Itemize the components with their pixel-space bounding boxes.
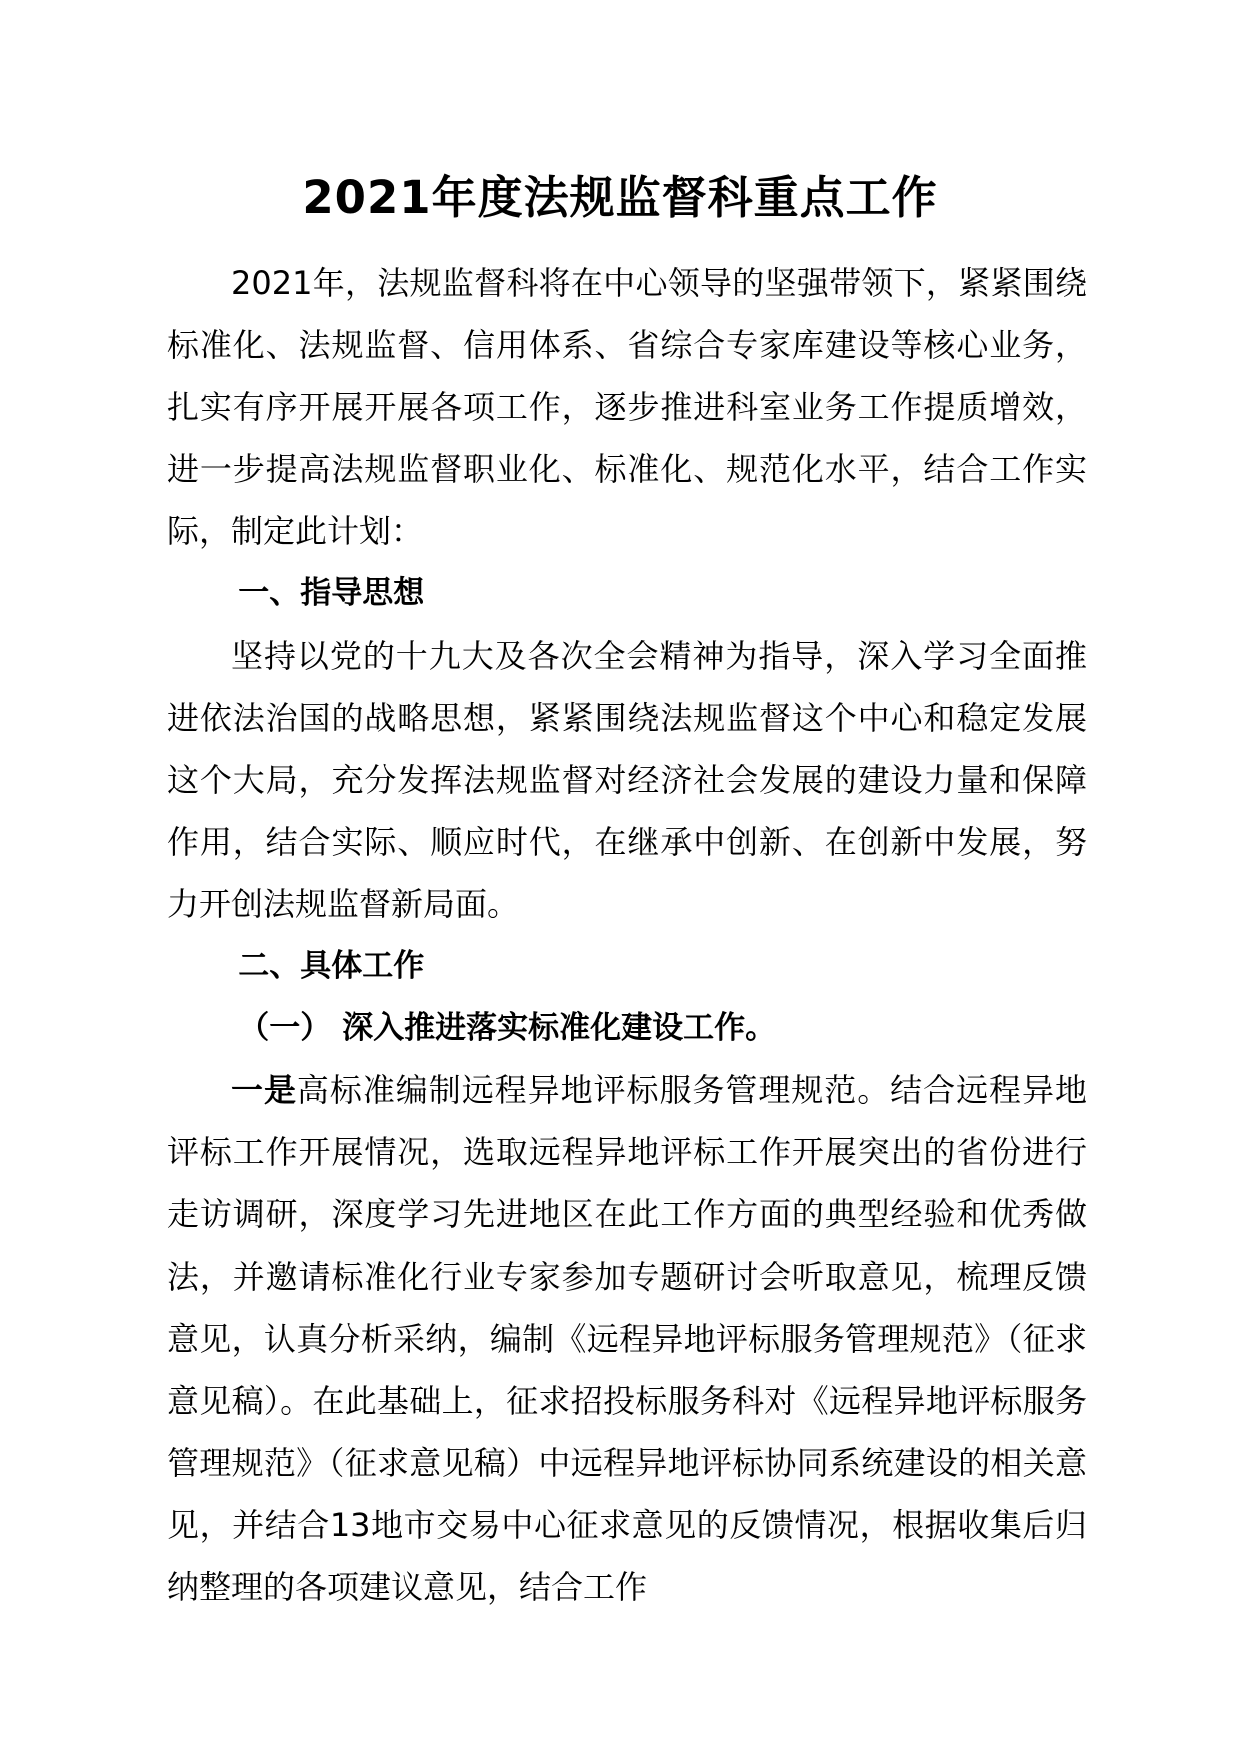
item-one-lead: 一是 <box>231 1071 297 1110</box>
section-heading-specific-work: 二、具体工作 <box>238 948 425 985</box>
intro-paragraph: 2021年，法规监督科将在中心领导的坚强带领下，紧紧围绕标准化、法规监督、信用体系、省综合专家库建设等核心业务，扎实有序开展开展各项工作，逐步推进科室业务工作提质增效，进一步提高法规监督职业化、标准化、规范化水平，结合工作实际，制定此计划： <box>167 264 1087 551</box>
section-heading-guiding-ideology: 一、指导思想 <box>238 575 425 612</box>
item-one-paragraph <box>167 1059 1087 1618</box>
subsection-heading-standardization: （一） 深入推进落实标准化建设工作。 <box>238 1010 777 1047</box>
guiding-ideology-paragraph: 坚持以党的十九大及各次全会精神为指导，深入学习全面推进依法治国的战略思想，紧紧围绕法规监督这个中心和稳定发展这个大局，充分发挥法规监督对经济社会发展的建设力量和保障作用，结合实际、顺应时代，在继承中创新、在创新中发展，努力开创法规监督新局面。 <box>167 636 1087 923</box>
document-body <box>167 252 1087 1618</box>
document-title: 2021年度法规监督科重点工作 <box>302 171 938 224</box>
item-one-text: 高标准编制远程异地评标服务管理规范。结合远程异地评标工作开展情况，选取远程异地评标工作开展突出的省份进行走访调研，深度学习先进地区在此工作方面的典型经验和优秀做法，并邀请标准化行业专家参加专题研讨会听取意见，梳理反馈意见，认真分析采纳，编制《远程异地评标服务管理规范》（征求意见稿）。在此基础上，征求招投标服务科对《远程异地评标服务管理规范》（征求意见稿）中远程异地评标协同系统建设的相关意见，并结合13地市交易中心征求意见的反馈情况，根据收集后归纳整理的各项建议意见，结合工作 <box>167 1071 1087 1606</box>
